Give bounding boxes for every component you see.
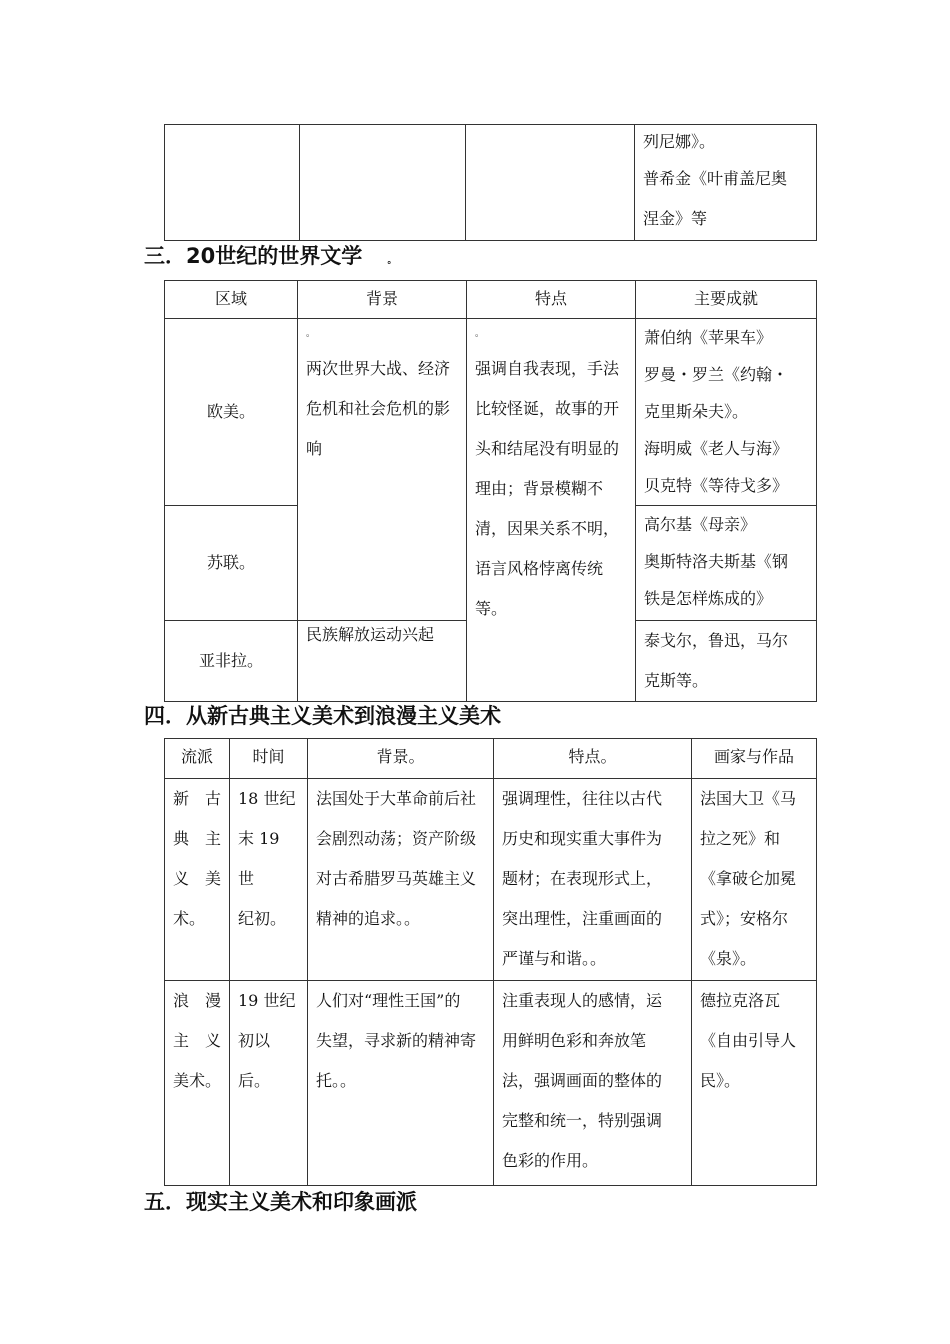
text-line: 典 主	[173, 829, 222, 848]
text-line: 完整和统一，特别强调	[502, 1111, 663, 1130]
neoclassical-romantic-art-table	[164, 738, 817, 1186]
text-line: 海明威《老人与海》	[644, 439, 789, 458]
text-line: 克里斯朵夫》。	[644, 402, 749, 421]
text-line: 精神的追求。。	[316, 909, 421, 928]
text-line: 法国大卫《马	[700, 789, 797, 808]
text-line: 法国处于大革命前后社	[316, 789, 477, 808]
text-line: 响	[306, 439, 323, 458]
section-title-4	[144, 702, 501, 730]
text-line: 强调理性，往往以古代	[502, 789, 663, 808]
text-line: 义 美	[173, 869, 222, 888]
text-line: 。	[306, 329, 316, 339]
text-line: 新 古	[173, 789, 222, 808]
text-line: 注重表现人的感情，运	[502, 991, 663, 1010]
text-line: 铁是怎样炼成的》	[644, 589, 773, 608]
section-title-text: 三．20世纪的世界文学	[144, 244, 363, 268]
text-line: 理由；背景模糊不	[475, 479, 604, 498]
text-line: 历史和现实重大事件为	[502, 829, 663, 848]
time-neoclassical	[230, 779, 308, 981]
text-line: 末 19 世	[238, 829, 280, 888]
achievements-asia-africa-latin-america	[636, 621, 817, 702]
school-neoclassical	[165, 779, 230, 981]
text-line: 语言风格悖离传统	[475, 559, 604, 578]
text-line: 。	[475, 329, 485, 339]
text-line: 泰戈尔，鲁迅，马尔	[644, 631, 789, 650]
text-line: 色彩的作用。	[502, 1151, 599, 1170]
text-line: 初以后。	[238, 1031, 271, 1090]
header-features: 特点。	[494, 739, 692, 779]
text-line: 等。	[475, 599, 508, 618]
section-title-5	[144, 1188, 417, 1216]
text-line: 式》；安格尔	[700, 909, 789, 928]
region-asia-africa-latin-america: 亚非拉。	[165, 621, 298, 702]
background-neoclassical	[308, 779, 494, 981]
text-line: 18 世纪	[238, 789, 296, 808]
continuation-table	[164, 124, 817, 241]
text-line: 失望，寻求新的精神寄	[316, 1031, 477, 1050]
text-line: 《自由引导人	[700, 1031, 797, 1050]
continuation-cell-4	[635, 125, 817, 241]
text-line: 两次世界大战、经济	[306, 359, 451, 378]
shared-feature-cell	[467, 319, 636, 702]
trailing-mark: 。	[387, 256, 397, 266]
region-europe-america: 欧美。	[165, 319, 298, 506]
text-line: 用鲜明色彩和奔放笔	[502, 1031, 647, 1050]
text-line: 法，强调画面的整体的	[502, 1071, 663, 1090]
header-painters-works: 画家与作品	[692, 739, 817, 779]
twentieth-century-literature-table	[164, 280, 817, 702]
text-line: 高尔基《母亲》	[644, 515, 757, 534]
text-line: 托。。	[316, 1071, 357, 1090]
text-line: 纪初。	[238, 909, 287, 928]
time-romantic	[230, 981, 308, 1186]
achievements-europe-america	[636, 319, 817, 506]
achievements-soviet-union	[636, 506, 817, 621]
features-neoclassical	[494, 779, 692, 981]
text-line: 突出理性，注重画面的	[502, 909, 663, 928]
header-background: 背景	[298, 281, 467, 319]
shared-background-cell	[298, 319, 467, 621]
continuation-cell-2	[300, 125, 466, 241]
text-line: 会剧烈动荡；资产阶级	[316, 829, 477, 848]
text-line: 奥斯特洛夫斯基《钢	[644, 552, 789, 571]
header-background: 背景。	[308, 739, 494, 779]
text-line: 头和结尾没有明显的	[475, 439, 620, 458]
school-romantic	[165, 981, 230, 1186]
text-line: 严谨与和谐。。	[502, 949, 607, 968]
text-line: 罗曼・罗兰《约翰・	[644, 365, 789, 384]
section-title-text: 五．现实主义美术和印象画派	[144, 1190, 417, 1214]
background-romantic	[308, 981, 494, 1186]
text-line: 《拿破仑加冕	[700, 869, 797, 888]
text-line: 主 义	[173, 1031, 222, 1050]
header-achievements: 主要成就	[636, 281, 817, 319]
section-title-text: 四．从新古典主义美术到浪漫主义美术	[144, 704, 501, 728]
text-line: 比较怪诞，故事的开	[475, 399, 620, 418]
header-school: 流派	[165, 739, 230, 779]
features-romantic	[494, 981, 692, 1186]
text-line: 拉之死》和	[700, 829, 781, 848]
text-line: 民》。	[700, 1071, 741, 1090]
background-asia-africa-latin-america: 民族解放运动兴起	[298, 621, 467, 702]
text-line: 浪 漫	[173, 991, 222, 1010]
text-line: 强调自我表现，手法	[475, 359, 620, 378]
text-line: 术。	[173, 909, 206, 928]
text-line: 列尼娜》。	[643, 132, 716, 151]
header-features: 特点	[467, 281, 636, 319]
text-line: 题材；在表现形式上，	[502, 869, 663, 888]
text-line: 萧伯纳《苹果车》	[644, 328, 773, 347]
header-region: 区域	[165, 281, 298, 319]
header-time: 时间	[230, 739, 308, 779]
works-romantic	[692, 981, 817, 1186]
text-line: 贝克特《等待戈多》	[644, 476, 789, 495]
works-neoclassical	[692, 779, 817, 981]
text-line: 涅金》等	[643, 209, 708, 228]
text-line: 普希金《叶甫盖尼奥	[643, 169, 788, 188]
text-line: 德拉克洛瓦	[700, 991, 781, 1010]
text-line: 克斯等。	[644, 671, 709, 690]
continuation-cell-3	[466, 125, 635, 241]
section-title-3	[144, 242, 397, 275]
region-soviet-union: 苏联。	[165, 506, 298, 621]
text-line: 清，因果关系不明，	[475, 519, 620, 538]
text-line: 19 世纪	[238, 991, 296, 1010]
continuation-cell-1	[165, 125, 300, 241]
text-line: 《泉》。	[700, 949, 757, 968]
text-line: 危机和社会危机的影	[306, 399, 451, 418]
text-line: 人们对“理性王国”的	[316, 991, 461, 1010]
text-line: 对古希腊罗马英雄主义	[316, 869, 477, 888]
text-line: 美术。	[173, 1071, 222, 1090]
